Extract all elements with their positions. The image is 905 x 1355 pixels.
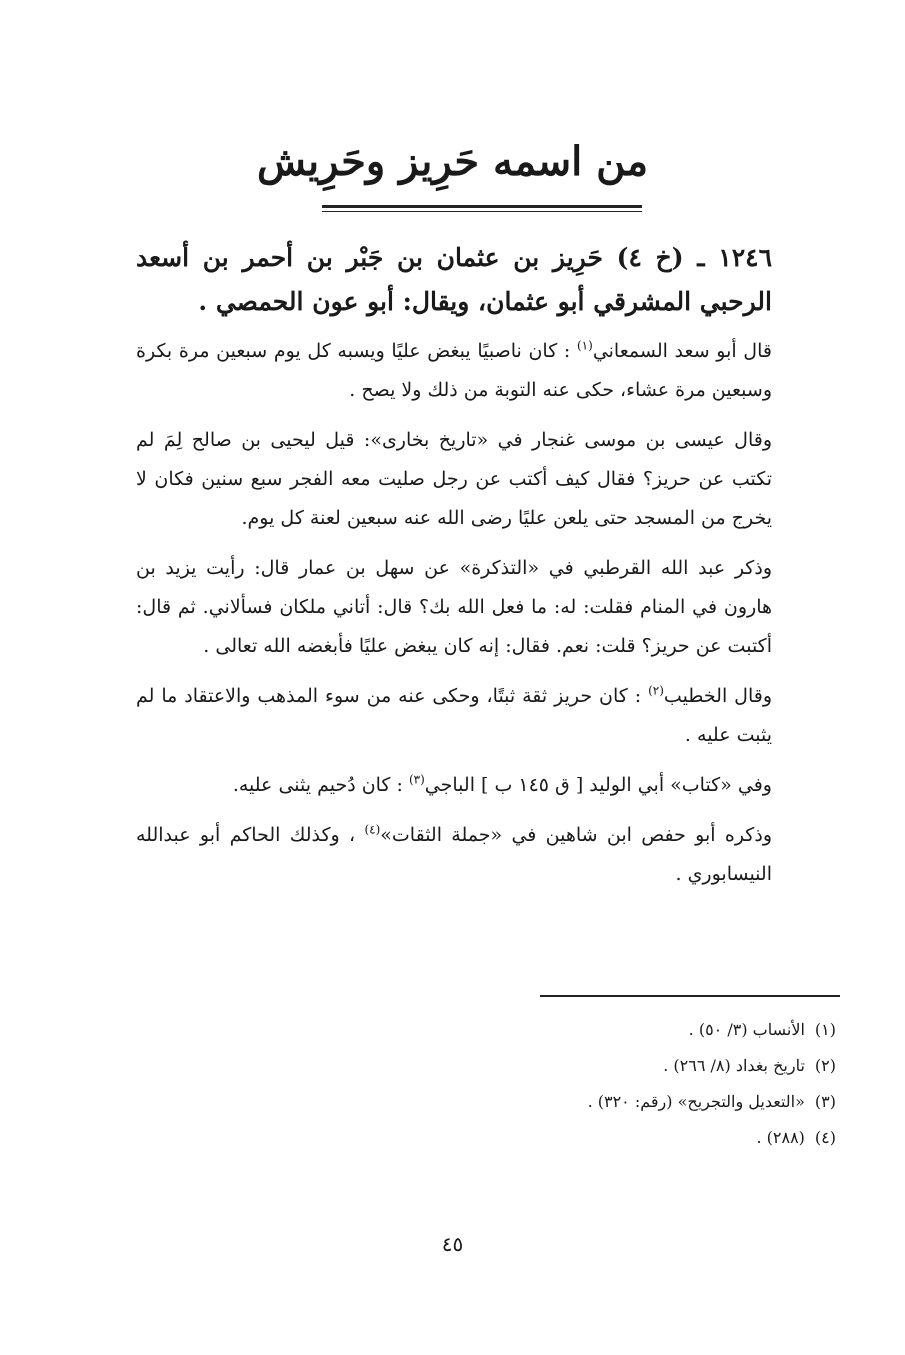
- footnotes: [136, 1012, 836, 1156]
- entry-body: [136, 236, 772, 905]
- paragraph-text: ، وكذلك الحاكم أبو عبدالله النيسابوري .: [136, 824, 772, 885]
- footnote-item: [136, 1084, 836, 1120]
- footnote-number: (٣): [814, 1092, 836, 1111]
- footnote-number: (٤): [814, 1128, 836, 1147]
- footnote-item: [136, 1012, 836, 1048]
- footnote-item: [136, 1120, 836, 1156]
- footnote-ref: (٤): [364, 822, 381, 837]
- paragraph-text: : كان حريز ثقة ثبتًا، وحكى عنه من سوء المذهب والاعتقاد ما لم يثبت عليه .: [136, 685, 772, 746]
- title-rule-thick: [322, 205, 642, 208]
- paragraph-text: قال أبو سعد السمعاني: [592, 340, 772, 362]
- paragraph-text: : كان ناصبيًا يبغض عليًا ويسبه كل يوم سبعين مرة بكرة وسبعين مرة عشاء، حكى عنه التوبة من ذلك ولا يصح .: [136, 340, 772, 401]
- paragraph-text: وقال الخطيب: [663, 685, 773, 707]
- footnote-ref: (١): [576, 338, 593, 353]
- footnote-text: «التعديل والتجريح» (رقم: ٣٢٠) .: [587, 1092, 805, 1111]
- paragraph-text: وقال عيسى بن موسى غنجار في «تاريخ بخارى»: قيل ليحيى بن صالح لِمَ لم تكتب عن حريز؟ فقال كيف أكتب عن رجل صليت معه الفجر سبع سنين فكان لا يخرج من المسجد حتى يلعن عليًا رضى الله عنه سبعين لعنة كل يوم.: [136, 429, 772, 529]
- paragraph-baji: [136, 766, 772, 805]
- chapter-title: من اسمه حَرِيز وحَرِيش: [256, 138, 649, 185]
- paragraph-text: وذكر عبد الله القرطبي في «التذكرة» عن سهل بن عمار قال: رأيت يزيد بن هارون في المنام فقلت: له: ما فعل الله بك؟ قال: أتاني ملكان فسألاني. ثم قال: أكتبت عن حريز؟ قلت: نعم. فقال: إنه كان يبغض عليًا فأبغضه الله تعالى .: [136, 557, 772, 657]
- paragraph-text: وفي «كتاب» أبي الوليد [ ق ١٤٥ ب ] الباجي: [424, 774, 772, 796]
- entry-heading: ١٢٤٦ ـ (خ ٤) حَرِيز بن عثمان بن جَبْر بن أحمر بن أسعد الرحبي المشرقي أبو عثمان، ويقال: أبو عون الحمصي .: [136, 243, 772, 316]
- footnote-item: [136, 1048, 836, 1084]
- paragraph-samani: [136, 332, 772, 410]
- footnote-text: تاريخ بغداد (٨/ ٢٦٦) .: [663, 1056, 805, 1075]
- paragraph-qurtubi: [136, 549, 772, 666]
- page-number: ٤٥: [441, 1232, 464, 1256]
- paragraph-ghunjar: [136, 421, 772, 538]
- footnote-number: (١): [814, 1020, 836, 1039]
- paragraph-khatib: [136, 677, 772, 755]
- footnote-text: (٢٨٨) .: [756, 1128, 805, 1147]
- footnote-ref: (٣): [408, 772, 425, 787]
- footnote-separator: [540, 995, 840, 997]
- title-rule-thin: [322, 211, 642, 212]
- paragraph-ibn-shahin: [136, 816, 772, 894]
- paragraph-text: : كان دُحيم يثنى عليه.: [232, 774, 409, 796]
- footnote-text: الأنساب (٣/ ٥٠) .: [688, 1020, 805, 1039]
- footnote-ref: (٢): [648, 683, 664, 698]
- footnote-number: (٢): [814, 1056, 836, 1075]
- paragraph-text: وذكره أبو حفص ابن شاهين في «جملة الثقات»: [380, 824, 772, 846]
